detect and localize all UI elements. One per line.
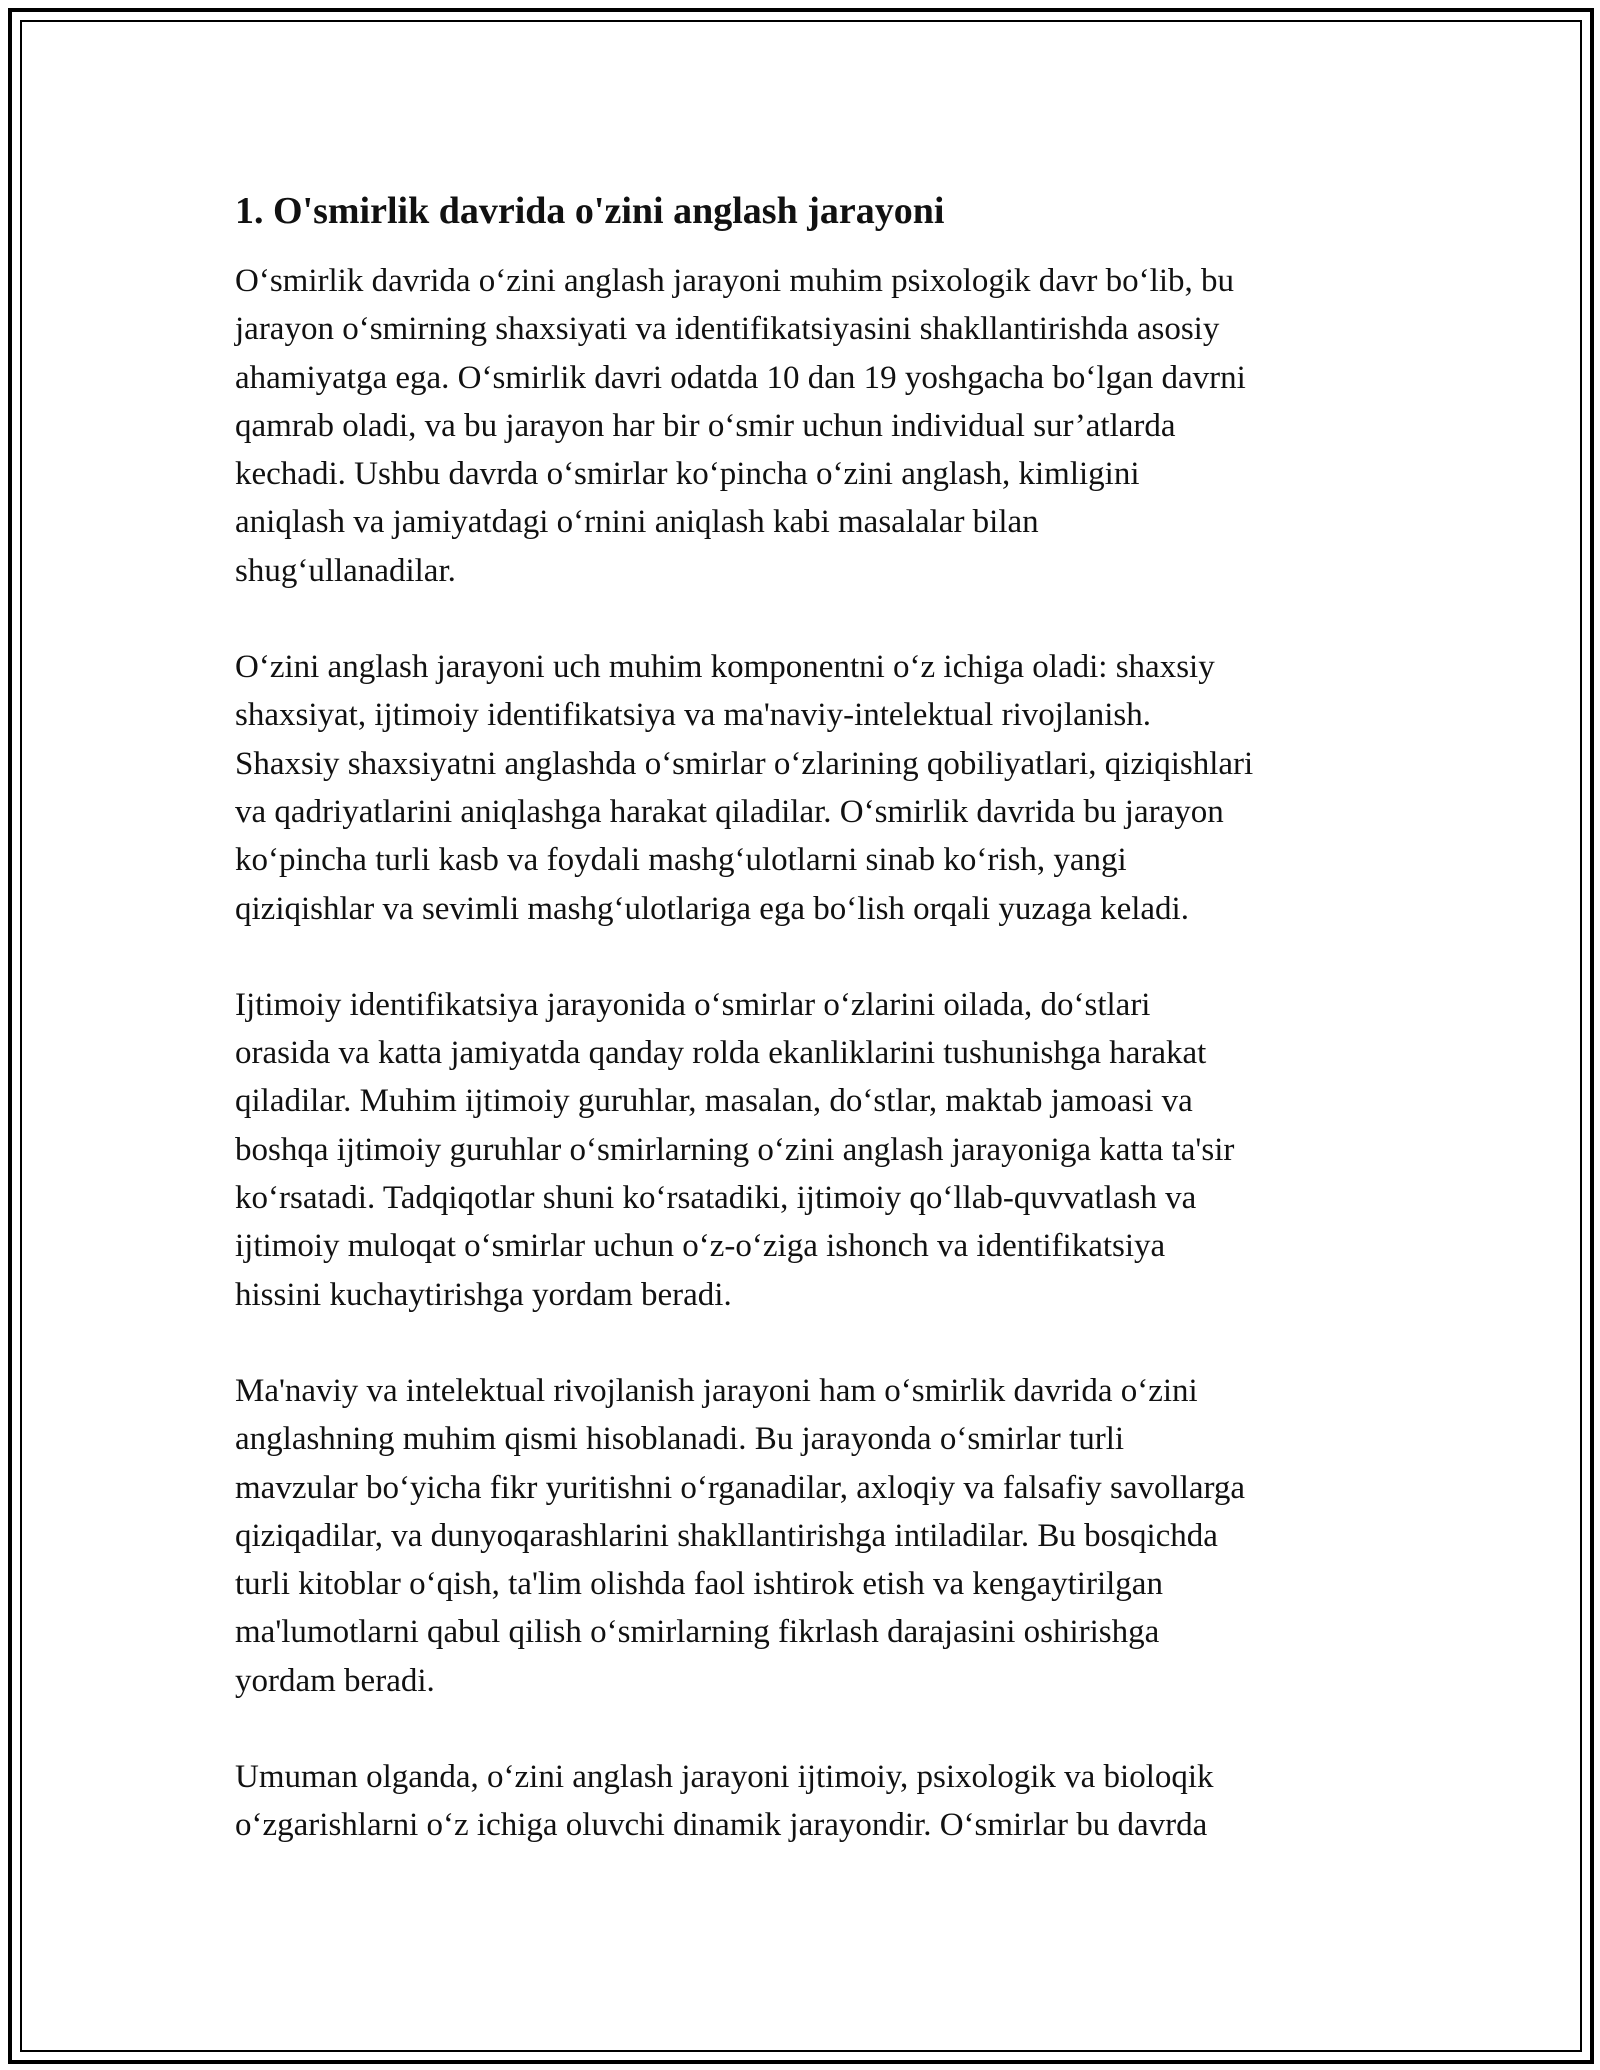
text-line: qiziqadilar, va dunyoqarashlarini shakllantirishga intiladilar. Bu bosqichda [235, 1517, 1218, 1554]
text-line: O‘smirlik davrida o‘zini anglash jarayoni muhim psixologik davr bo‘lib, bu [235, 263, 1234, 299]
paragraph-4 [235, 1367, 1395, 1705]
text-line: anglashning muhim qismi hisoblanadi. Bu jarayonda o‘smirlar turli [235, 1421, 1125, 1458]
text-line: ijtimoiy muloqat o‘smirlar uchun o‘z-o‘ziga ishonch va identifikatsiya [235, 1228, 1166, 1265]
text-line: qiziqishlar va sevimli mashg‘ulotlariga ega bo‘lish orqali yuzaga keladi. [235, 890, 1189, 927]
document-body [235, 185, 1395, 1898]
text-line: O‘zini anglash jarayoni uch muhim komponentni o‘z ichiga oladi: shaxsiy [235, 649, 1215, 686]
text-line: jarayon o‘smirning shaxsiyati va identifikatsiyasini shakllantirishda asosiy [235, 311, 1220, 348]
text-line: ko‘pincha turli kasb va foydali mashg‘ulotlarni sinab ko‘rish, yangi [235, 842, 1127, 879]
paragraph-3 [235, 981, 1395, 1319]
text-line: qiladilar. Muhim ijtimoiy guruhlar, masalan, do‘stlar, maktab jamoasi va [235, 1083, 1193, 1120]
text-line: turli kitoblar o‘qish, ta'lim olishda faol ishtirok etish va kengaytirilgan [235, 1566, 1163, 1603]
text-line: Ijtimoiy identifikatsiya jarayonida o‘smirlar o‘zlarini oilada, do‘stlari [235, 986, 1151, 1023]
text-line: va qadriyatlarini aniqlashga harakat qiladilar. O‘smirlik davrida bu jarayon [235, 793, 1224, 830]
text-line: boshqa ijtimoiy guruhlar o‘smirlarning o‘zini anglash jarayoniga katta ta'sir [235, 1131, 1235, 1168]
text-line: Umuman olganda, o‘zini anglash jarayoni ijtimoiy, psixologik va bioloqik [235, 1759, 1214, 1796]
text-line: shaxsiyat, ijtimoiy identifikatsiya va ma'naviy-intelektual rivojlanish. [235, 697, 1152, 734]
text-line: kechadi. Ushbu davrda o‘smirlar ko‘pincha o‘zini anglash, kimligini [235, 456, 1140, 493]
text-line: mavzular bo‘yicha fikr yuritishni o‘rganadilar, axloqiy va falsafiy savollarga [235, 1469, 1246, 1506]
text-line: ahamiyatga ega. O‘smirlik davri odatda 10 dan 19 yoshgacha bo‘lgan davrni [235, 359, 1246, 396]
paragraph-2 [235, 643, 1395, 933]
text-line: yordam beradi. [235, 1662, 435, 1699]
paragraph-1 [235, 257, 1395, 595]
text-line: shug‘ullanadilar. [235, 552, 456, 589]
text-line: ma'lumotlarni qabul qilish o‘smirlarning fikrlash darajasini oshirishga [235, 1614, 1160, 1651]
text-line: Shaxsiy shaxsiyatni anglashda o‘smirlar o‘zlarining qobiliyatlari, qiziqishlari [235, 745, 1254, 782]
text-line: ko‘rsatadi. Tadqiqotlar shuni ko‘rsatadiki, ijtimoiy qo‘llab-quvvatlash va [235, 1180, 1197, 1217]
text-line: qamrab oladi, va bu jarayon har bir o‘smir uchun individual sur’atlarda [235, 407, 1176, 444]
paragraph-5 [235, 1753, 1395, 1850]
text-line: aniqlash va jamiyatdagi o‘rnini aniqlash kabi masalalar bilan [235, 504, 1039, 541]
text-line: orasida va katta jamiyatda qanday rolda ekanliklarini tushunishga harakat [235, 1035, 1207, 1072]
section-heading: 1. O'smirlik davrida o'zini anglash jarayoni [235, 190, 945, 232]
text-line: Ma'naviy va intelektual rivojlanish jarayoni ham o‘smirlik davrida o‘zini [235, 1372, 1198, 1409]
text-line: hissini kuchaytirishga yordam beradi. [235, 1276, 732, 1313]
text-line: o‘zgarishlarni o‘z ichiga oluvchi dinamik jarayondir. O‘smirlar bu davrda [235, 1807, 1208, 1844]
